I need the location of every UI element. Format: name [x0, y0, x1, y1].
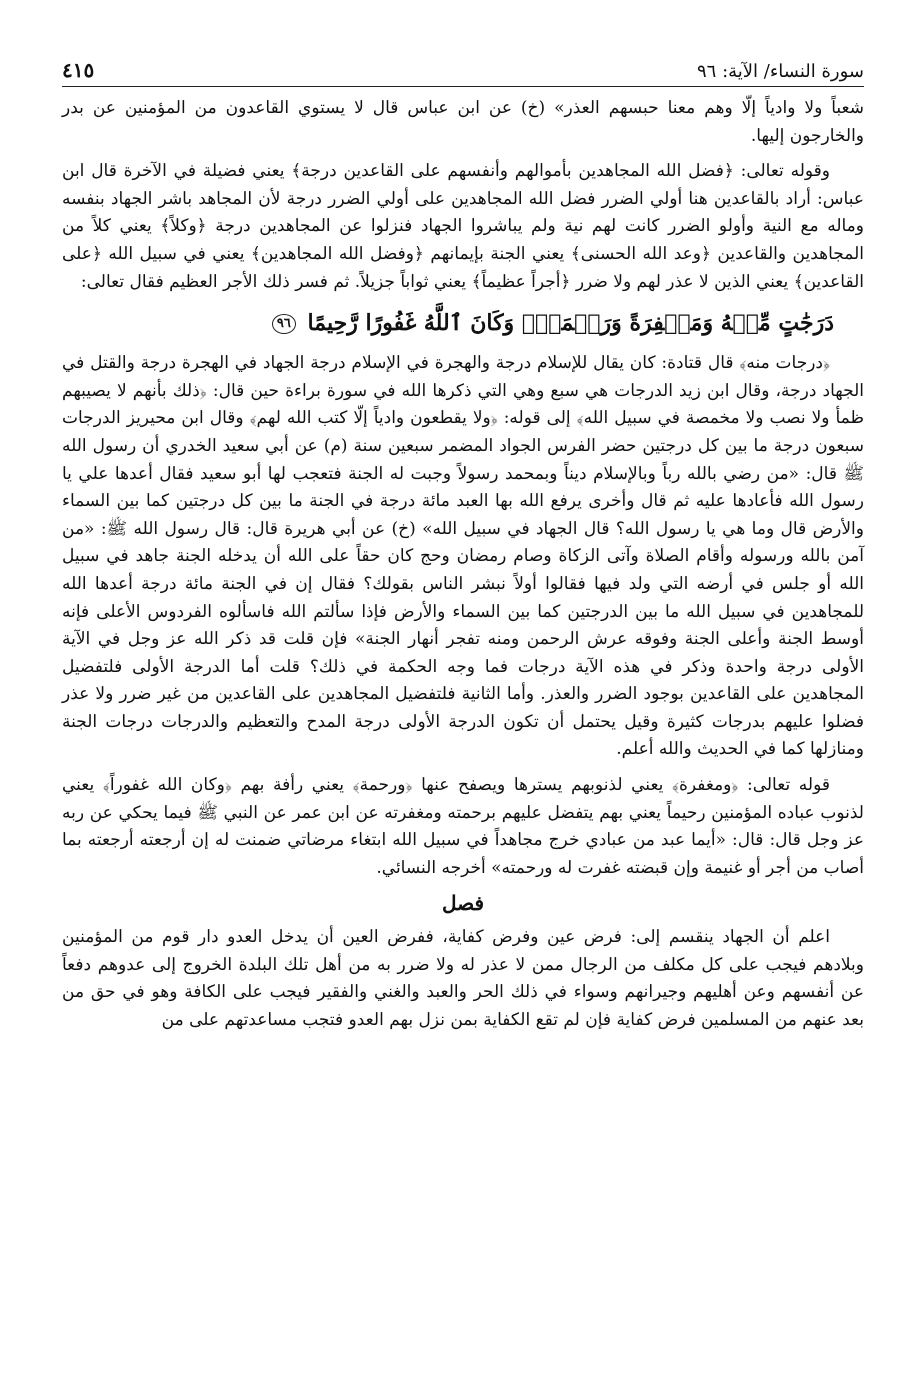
page-body — [62, 95, 864, 1034]
paragraph-2: وقوله تعالى: ﴿فضل الله المجاهدين بأموالهم وأنفسهم على القاعدين درجة﴾ يعني فضيلة في الآخرة قال ابن عباس: أراد بالقاعدين هنا أولي الضرر فضل الله المجاهدين على أولي الضرر درجة لأن المجاهد باشر الجهاد بنفسه وماله مع النية وأولو الضرر كانت لهم نية ولم يباشروا الجهاد فنزلوا عن المجاهدين درجة ﴿وكلاً﴾ يعني كلاً من المجاهدين والقاعدين ﴿وعد الله الحسنى﴾ يعني الجنة بإيمانهم ﴿وفضل الله المجاهدين﴾ يعني في سبيل الله ﴿على القاعدين﴾ يعني الذين لا عذر لهم ولا ضرر ﴿أجراً عظيماً﴾ يعني ثواباً جزيلاً. ثم فسر ذلك الأجر العظيم فقال تعالى: — [62, 161, 864, 292]
paragraph-4: قوله تعالى: ﴿ومغفرة﴾ يعني لذنوبهم يسترها ويصفح عنها ﴿ورحمة﴾ يعني رأفة بهم ﴿وكان الله غفوراً﴾ يعني لذنوب عباده المؤمنين رحيماً يعني بهم يتفضل عليهم برحمته ومغفرته عن ابن عمر عن النبي ﷺ فيما يحكي عن ربه عز وجل قال: قال: «أيما عبد من عبادي خرج مجاهداً في سبيل الله ابتغاء مرضاتي ضمنت له إن أرجعته أرجعته بما أصاب من أجر أو غنيمة وإن قبضته غفرت له ورحمته» أخرجه النسائي. — [62, 775, 864, 878]
surah-reference: سورة النساء/ الآية: ٩٦ — [697, 61, 864, 82]
paragraph-5: اعلم أن الجهاد ينقسم إلى: فرض عين وفرض كفاية، ففرض العين أن يدخل العدو دار قوم من المؤمنين وبلادهم فيجب على كل مكلف من الرجال ممن لا عذر له ولا ضرر به من أهل تلك البلدة الخروج إلى عدوهم دفعاً عن أنفسهم وعن أهليهم وجيرانهم وسواء في ذلك الحر والعبد والغني والفقير فيجب على الكافة وهو في حق من بعد عنهم من المسلمين فرض كفاية فإن لم تقع الكفاية بمن نزل بهم العدو فتجب مساعدتهم على من — [62, 927, 864, 1030]
running-header — [62, 58, 864, 87]
quran-verse — [62, 308, 864, 338]
verse-text: دَرَجَٰتٍ مِّنۡهُ وَمَغۡفِرَةً وَرَحۡمَةًۚ وَكَانَ ٱللَّهُ غَفُورًا رَّحِيمًا — [307, 310, 834, 337]
paragraph-3: ﴿درجات منه﴾ قال قتادة: كان يقال للإسلام درجة والهجرة في الإسلام درجة الجهاد في الهجرة درجة والقتل في الجهاد درجة، وقال ابن زيد الدرجات هي سبع وهي التي ذكرها الله في سورة براءة حين قال: ﴿ذلك بأنهم لا يصيبهم ظمأ ولا نصب ولا مخمصة في سبيل الله﴾ إلى قوله: ﴿ولا يقطعون وادياً إلّا كتب الله لهم﴾ وقال ابن محيريز الدرجات سبعون درجة ما بين كل درجتين حضر الفرس الجواد المضمر سبعين سنة (م) عن أبي سعيد الخدري أن رسول الله ﷺ قال: «من رضي بالله رباً وبالإسلام ديناً وبمحمد رسولاً وجبت له الجنة فتعجب لها أبو سعيد فقال أعدها علي يا رسول الله فأعادها عليه ثم قال وأخرى يرفع الله بها العبد مائة درجة في الجنة ما بين كل درجتين كما بين السماء والأرض قال وما هي يا رسول الله؟ قال الجهاد في سبيل الله» (خ) عن أبي هريرة قال: قال رسول الله ﷺ: «من آمن بالله ورسوله وأقام الصلاة وآتى الزكاة وصام رمضان وحج كان حقاً على الله أن يدخله الجنة جاهد في سبيل الله أو جلس في أرضه التي ولد فيها فقالوا أولاً نبشر الناس بقولك؟ فقال إن في الجنة مائة درجة أعدها الله للمجاهدين في سبيل الله ما بين الدرجتين كما بين السماء والأرض فإذا سألتم الله فاسألوه الفردوس الأعلى فإنه أوسط الجنة وأعلى الجنة وفوقه عرش الرحمن ومنه تفجر أنهار الجنة» فإن قلت قد ذكر الله عز وجل في الآية الأولى درجة واحدة وذكر في هذه الآية درجات فما وجه الحكمة في ذلك؟ قلت أما الدرجة الأولى فلتفضيل المجاهدين على القاعدين بوجود الضرر والعذر. وأما الثانية فلتفضيل المجاهدين على القاعدين من غير ضرر ولا عذر فضلوا عليهم بدرجات كثيرة وقيل يحتمل أن تكون الدرجة الأولى درجة المدح والتعظيم والدرجات درجات الجنة ومنازلها كما في الحديث والله أعلم. — [62, 353, 864, 760]
section-heading: فصل — [441, 891, 485, 916]
page-number: ٤١٥ — [62, 58, 95, 82]
paragraph-1: شعباً ولا وادياً إلّا وهم معنا حبسهم العذر» (خ) عن ابن عباس قال لا يستوي القاعدون من المؤمنين عن بدر والخارجون إليها. — [62, 98, 864, 146]
ayah-number-marker: ٩٦ — [272, 314, 296, 334]
